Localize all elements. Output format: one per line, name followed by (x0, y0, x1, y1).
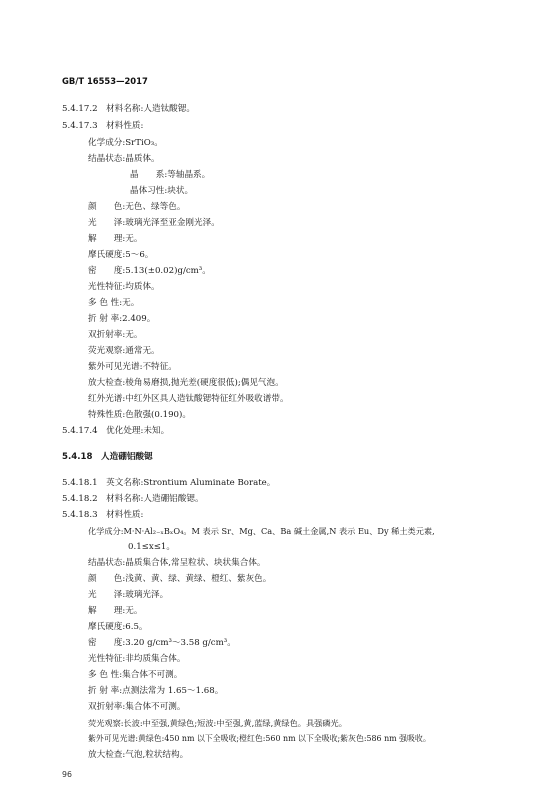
prop-color: 颜 色:无色、绿等色。 (88, 202, 186, 212)
clause-5-4-18-1: 5.4.18.1 英文名称:Strontium Aluminate Borate。 (62, 478, 276, 488)
clause-5-4-17-2: 5.4.17.2 材料名称:人造钛酸锶。 (62, 104, 195, 114)
prop-hardness-2: 摩氏硬度:6.5。 (88, 622, 148, 632)
prop-chemical-2-cont: 0.1≤x≤1。 (128, 542, 175, 552)
prop-magnification: 放大检查:棱角易磨损,抛光差(硬度很低);偶见气泡。 (88, 378, 284, 388)
prop-refractive-index-2: 折 射 率:点测法常为 1.65～1.68。 (88, 686, 224, 696)
prop-crystal-state: 结晶状态:晶质体。 (88, 154, 160, 164)
prop-uv-vis: 紫外可见光谱:不特征。 (88, 362, 177, 372)
page-number: 96 (62, 770, 72, 779)
prop-pleochroism: 多 色 性:无。 (88, 298, 140, 308)
prop-birefringence-2: 双折射率:集合体不可测。 (88, 702, 186, 712)
prop-fluorescence-2: 荧光观察:长波:中至强,黄绿色;短波:中至强,黄,蓝绿,黄绿色。具强磷光。 (88, 718, 347, 728)
prop-cleavage: 解 理:无。 (88, 234, 143, 244)
prop-magnification-2: 放大检查:气泡,粒状结构。 (88, 750, 189, 760)
prop-uv-vis-2: 紫外可见光谱:黄绿色:450 nm 以下全吸收;橙红色:560 nm 以下全吸收;紫灰色:586 nm 强吸收。 (88, 734, 431, 743)
prop-crystal-state-2: 结晶状态:晶质集合体,常呈粒状、块状集合体。 (88, 558, 266, 568)
prop-birefringence: 双折射率:无。 (88, 330, 143, 340)
clause-5-4-18-2: 5.4.18.2 材料名称:人造硼铝酸锶。 (62, 494, 204, 504)
prop-optical: 光性特征:均质体。 (88, 282, 160, 292)
prop-crystal-habit: 晶体习性:块状。 (130, 186, 194, 196)
section-heading-5-4-18: 5.4.18 人造硼铝酸锶 (62, 452, 153, 462)
clause-5-4-18-3: 5.4.18.3 材料性质: (62, 510, 144, 520)
clause-5-4-17-3: 5.4.17.3 材料性质: (62, 121, 144, 131)
prop-luster-2: 光 泽:玻璃光泽。 (88, 590, 169, 600)
prop-hardness: 摩氏硬度:5～6。 (88, 250, 154, 260)
standard-header: GB/T 16553—2017 (62, 76, 148, 86)
prop-density-2: 密 度:3.20 g/cm³～3.58 g/cm³。 (88, 638, 236, 648)
prop-chemical: 化学成分:SrTiO₃。 (88, 138, 163, 148)
prop-luster: 光 泽:玻璃光泽至亚金刚光泽。 (88, 218, 220, 228)
prop-crystal-system: 晶 系:等轴晶系。 (130, 170, 211, 180)
prop-infrared: 红外光谱:中红外区具人造钛酸锶特征红外吸收谱带。 (88, 394, 289, 404)
prop-cleavage-2: 解 理:无。 (88, 606, 143, 616)
prop-pleochroism-2: 多 色 性:集合体不可测。 (88, 670, 183, 680)
prop-special: 特殊性质:色散强(0.190)。 (88, 410, 191, 420)
clause-5-4-17-4: 5.4.17.4 优化处理:未知。 (62, 426, 170, 436)
prop-density: 密 度:5.13(±0.02)g/cm³。 (88, 266, 211, 276)
prop-chemical-2: 化学成分:M·N·Al₂₋ₓBₓO₄。M 表示 Sr、Mg、Ca、Ba 碱土金属,N 表示 Eu、Dy 稀土类元素, (88, 526, 435, 536)
prop-color-2: 颜 色:浅黄、黄、绿、黄绿、橙红、紫灰色。 (88, 574, 272, 584)
prop-refractive-index: 折 射 率:2.409。 (88, 314, 156, 324)
prop-optical-2: 光性特征:非均质集合体。 (88, 654, 186, 664)
prop-fluorescence: 荧光观察:通常无。 (88, 346, 160, 356)
